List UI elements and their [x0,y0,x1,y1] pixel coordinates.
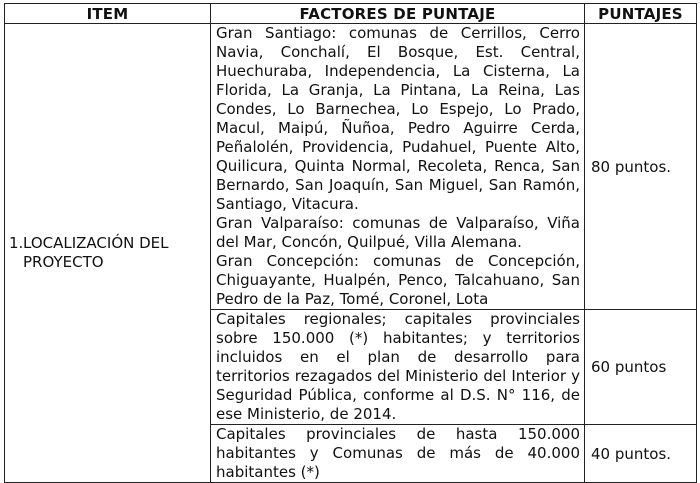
factor-cell-80 [211,24,585,310]
points-40: 40 puntos. [585,425,697,483]
factor-gran-santiago: Gran Santiago: comunas de Cerrillos, Cerro Navia, Conchalí, El Bosque, Est. Central, Huechuraba, Independencia, La Cisterna, La Florida, La Granja, La Pintana, La Reina, Las Condes, Lo Barnechea, Lo Espejo, Lo Prado, Macul, Maipú, Ñuñoa, Pedro Aguirre Cerda, Peñalolén, Providencia, Pudahuel, Puente Alto, Quilicura, Quinta Normal, Recoleta, Renca, San Bernardo, San Joaquín, San Miguel, San Ramón, Santiago, Vitacura. [216,24,580,213]
header-puntajes: PUNTAJES [585,4,697,24]
factor-capitales-regionales: Capitales regionales; capitales provinciales sobre 150.000 (*) habitantes; y territorios incluidos en el plan de desarrollo para territorios rezagados del Ministerio del Interior y Seguridad Pública, conforme al D.S. N° 116, de ese Ministerio, de 2014. [216,310,580,423]
scoring-table [4,3,697,483]
factor-cell-40 [211,425,585,483]
item-number: 1. [9,234,24,252]
item-cell [5,24,211,483]
item-label-line2: PROYECTO [23,253,104,271]
points-60: 60 puntos [585,310,697,425]
factor-capitales-provinciales: Capitales provinciales de hasta 150.000 habitantes y Comunas de más de 40.000 habitantes (*) [216,425,580,481]
header-row [5,4,697,24]
item-label-line1: LOCALIZACIÓN DEL [23,234,169,252]
factor-gran-concepcion: Gran Concepción: comunas de Concepción, Chiguayante, Hualpén, Penco, Talcahuano, San Pedro de la Paz, Tomé, Coronel, Lota [216,252,580,308]
header-item: ITEM [5,4,211,24]
header-factores: FACTORES DE PUNTAJE [211,4,585,24]
factor-cell-60 [211,310,585,425]
table-row-80 [5,24,697,310]
points-80: 80 puntos. [585,24,697,310]
factor-gran-valparaiso: Gran Valparaíso: comunas de Valparaíso, Viña del Mar, Concón, Quilpué, Villa Alemana. [216,214,580,251]
